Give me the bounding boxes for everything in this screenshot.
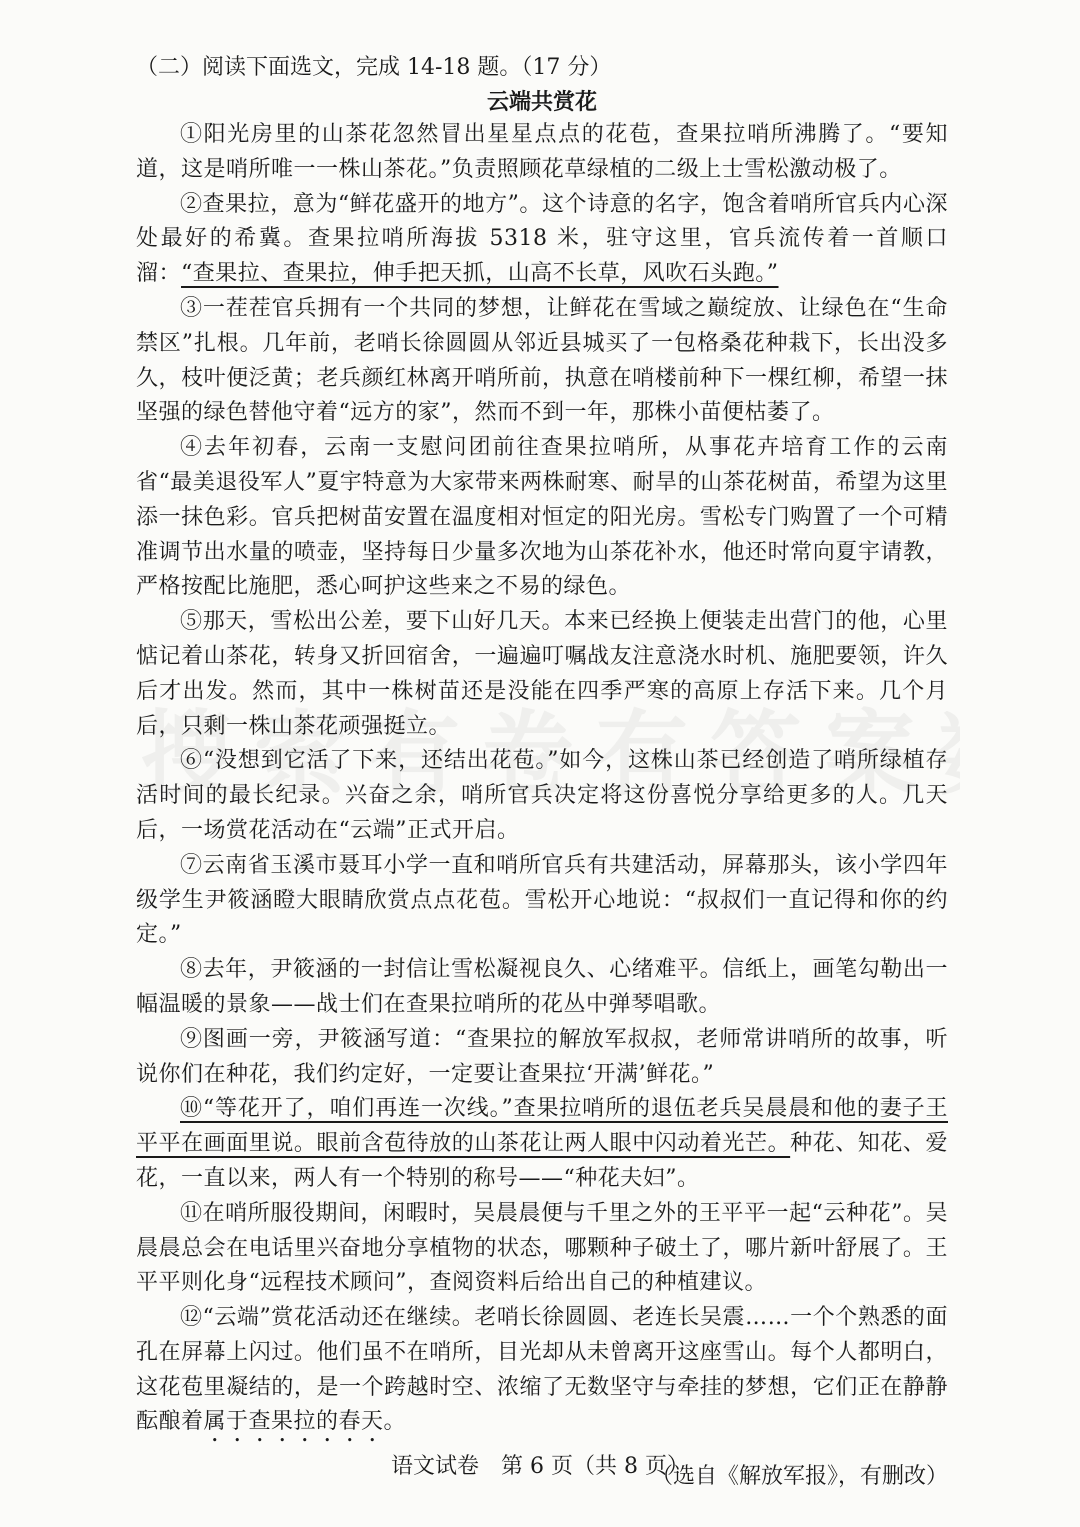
paragraph-2-text: ②查果拉，意为“鲜花盛开的地方”。这个诗意的名字，饱含着哨所官兵内心深处最好的希冀。查果拉哨所海拔 5318 米，驻守这里，官兵流传着一首顺口溜： xyxy=(136,191,948,287)
paragraph-1: ①阳光房里的山茶花忽然冒出星星点点的花苞，查果拉哨所沸腾了。“要知道，这是哨所唯一一株山茶花。”负责照顾花草绿植的二级上士雪松激动极了。 xyxy=(136,122,948,182)
paragraph-10 xyxy=(136,1092,948,1196)
passage-title: 云端共赏花 xyxy=(486,89,597,115)
page-footer: 语文试卷 第 6 页（共 8 页） xyxy=(391,1454,689,1479)
source-citation: （选自《解放军报》，有删改） xyxy=(650,1464,948,1490)
paragraph-10-text: 种花、知花、爱花，一直以来，两人有一个特别的称号——“种花夫妇”。 xyxy=(136,1131,948,1191)
paragraph-12-end: 。 xyxy=(383,1409,407,1435)
underlined-sentence: ⑩“等花开了，咱们再连一次线。”查果拉哨所的退伍老兵吴晨晨和他的妻子王平平在画面里说。眼前含苞待放的山茶花让两人眼中闪动着光芒。 xyxy=(136,1096,948,1157)
dotted-phrase: 属于查果拉的春天 xyxy=(203,1409,384,1435)
paragraph-11: ⑪在哨所服役期间，闲暇时，吴晨晨便与千里之外的王平平一起“云种花”。吴晨晨总会在电话里兴奋地分享植物的状态，哪颗种子破土了，哪片新叶舒展了。王平平则化身“远程技术顾问”，查阅资料后给出自己的种植建议。 xyxy=(136,1200,948,1296)
underlined-jingle: “查果拉、查果拉，伸手把天抓，山高不长草，风吹石头跑。” xyxy=(181,261,779,287)
section-heading: （二）阅读下面选文，完成 14-18 题。（17 分） xyxy=(136,55,612,80)
paragraph-7: ⑦云南省玉溪市聂耳小学一直和哨所官兵有共建活动，屏幕那头，该小学四年级学生尹筱涵瞪大眼睛欣赏点点花苞。雪松开心地说：“叔叔们一直记得和你的约定。” xyxy=(136,852,948,948)
paragraph-3: ③一茬茬官兵拥有一个共同的梦想，让鲜花在雪域之巅绽放、让绿色在“生命禁区”扎根。几年前，老哨长徐圆圆从邻近县城买了一包格桑花种栽下，长出没多久，枝叶便泛黄；老兵颜红林离开哨所前，执意在哨楼前种下一棵红柳，希望一抹坚强的绿色替他守着“远方的家”，然而不到一年，那株小苗便枯萎了。 xyxy=(136,295,948,426)
paragraph-5: ⑤那天，雪松出公差，要下山好几天。本来已经换上便装走出营门的他，心里惦记着山茶花，转身又折回宿舍，一遍遍叮嘱战友注意浇水时机、施肥要领，许久后才出发。然而，其中一株树苗还是没能在四季严寒的高原上存活下来。几个月后，只剩一株山茶花顽强挺立。 xyxy=(136,609,948,739)
paragraph-4: ④去年初春，云南一支慰问团前往查果拉哨所，从事花卉培育工作的云南省“最美退役军人”夏宇特意为大家带来两株耐寒、耐旱的山茶花树苗，希望为这里添一抹色彩。官兵把树苗安置在温度相对恒定的阳光房。雪松专门购置了一个可精准调节出水量的喷壶，坚持每日少量多次地为山茶花补水，他还时常向夏宇请教，严格按配比施肥，悉心呵护这些来之不易的绿色。 xyxy=(136,435,948,600)
paragraph-12 xyxy=(136,1301,948,1447)
paragraph-6: ⑥“没想到它活了下来，还结出花苞。”如今，这株山茶已经创造了哨所绿植存活时间的最长纪录。兴奋之余，哨所官兵决定将这份喜悦分享给更多的人。几天后，一场赏花活动在“云端”正式开启。 xyxy=(136,748,948,843)
paragraph-9: ⑨图画一旁，尹筱涵写道：“查果拉的解放军叔叔，老师常讲哨所的故事，听说你们在种花，我们约定好，一定要让查果拉‘开满’鲜花。” xyxy=(136,1026,948,1087)
paragraph-2 xyxy=(136,188,948,292)
paragraph-12-text: ⑫“云端”赏花活动还在继续。老哨长徐圆圆、老连长吴震……一个个熟悉的面孔在屏幕上闪过。他们虽不在哨所，目光却从未曾离开这座雪山。每个人都明白，这花苞里凝结的，是一个跨越时空、浓缩了无数坚守与牵挂的梦想，它们正在静静酝酿着 xyxy=(136,1305,948,1435)
reading-passage xyxy=(136,50,948,1497)
paragraph-8: ⑧去年，尹筱涵的一封信让雪松凝视良久、心绪难平。信纸上，画笔勾勒出一幅温暖的景象——战士们在查果拉哨所的花丛中弹琴唱歌。 xyxy=(136,957,948,1017)
